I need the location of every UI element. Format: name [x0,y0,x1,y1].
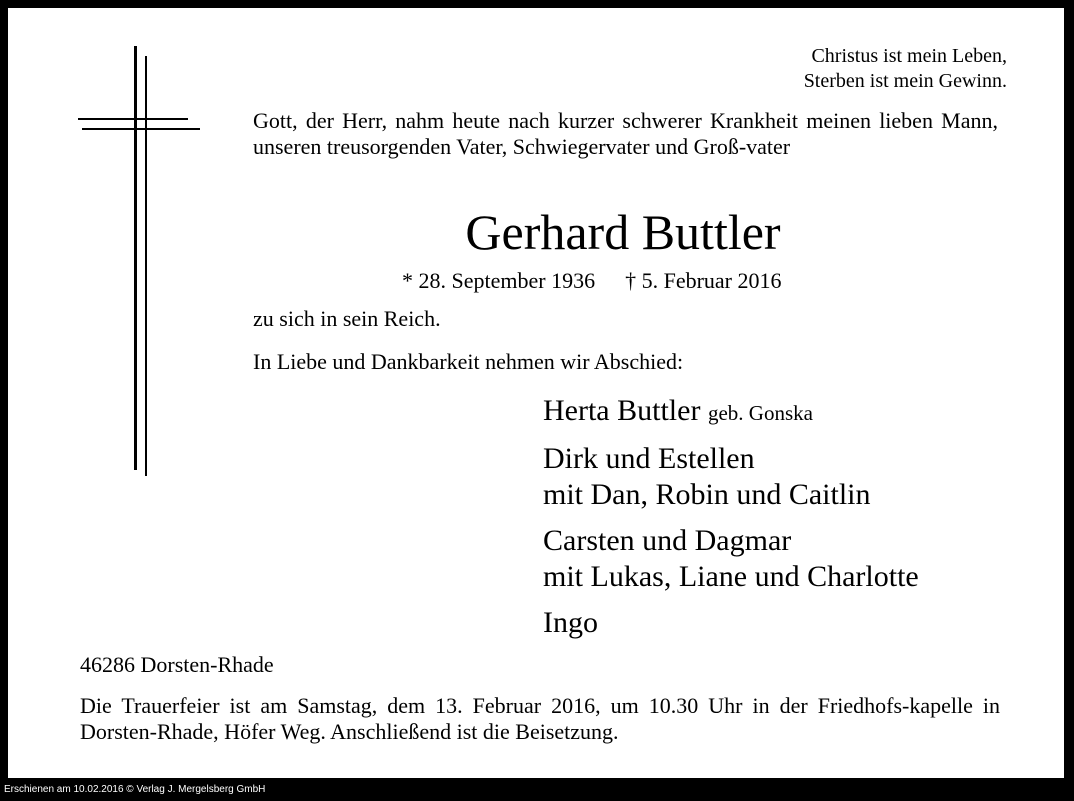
mourner-line: Ingo [543,606,598,639]
life-dates [402,267,782,295]
farewell-text: In Liebe und Dankbarkeit nehmen wir Abschied: [253,349,684,374]
publication-footer: Erschienen am 10.02.2016 © Verlag J. Mergelsberg GmbH [4,784,266,795]
motto-line-1: Christus ist mein Leben, [811,45,1007,67]
mourner-group [543,605,919,641]
deceased-name: Gerhard Buttler [465,204,781,260]
mourner-line: Carsten und Dagmar [543,524,792,557]
mourner-group [543,393,919,431]
birth-date: * 28. September 1936 [402,268,596,293]
mourner-group [543,441,919,513]
mourner-line: mit Lukas, Liane und Charlotte [543,560,919,593]
intro-text: Gott, der Herr, nahm heute nach kurzer schwerer Krankheit meinen lieben Mann, unseren treusorgenden Vater, Schwiegervater und Groß-vater [253,108,998,159]
place: 46286 Dorsten-Rhade [80,652,274,677]
death-date: † 5. Februar 2016 [625,268,782,293]
motto-line-2: Sterben ist mein Gewinn. [803,70,1007,92]
obituary-notice [8,8,1064,778]
funeral-info: Die Trauerfeier ist am Samstag, dem 13. Februar 2016, um 10.30 Uhr in der Friedhofs-kapelle in Dorsten-Rhade, Höfer Weg. Anschließend ist die Beisetzung. [80,693,1000,744]
motto [804,44,1007,94]
mourner-line: mit Dan, Robin und Caitlin [543,478,871,511]
widow-birth-name: geb. Gonska [707,401,813,425]
mourners-list [543,393,919,651]
mourner-group [543,523,919,595]
mourner-line: Dirk und Estellen [543,442,755,475]
reich-text: zu sich in sein Reich. [253,306,441,331]
widow-name: Herta Buttler [543,394,701,427]
